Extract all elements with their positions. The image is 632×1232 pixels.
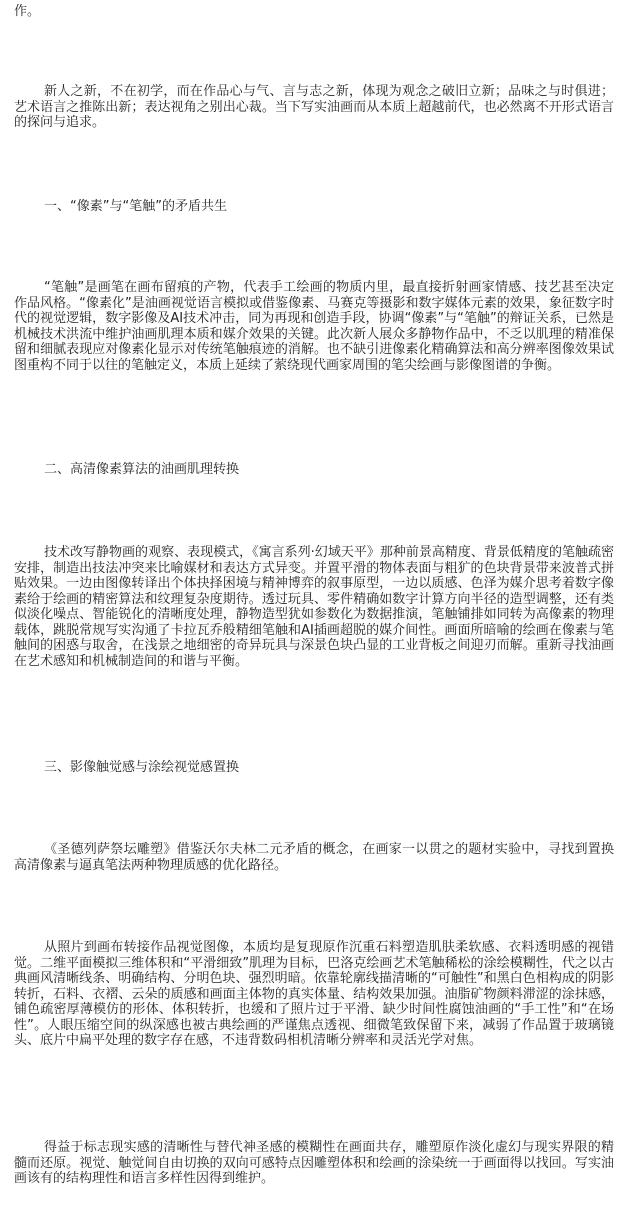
section-3-paragraph-1: 《圣德列萨祭坛雕塑》借鉴沃尔夫林二元矛盾的概念，在画家一以贯之的题材实验中，寻找到置换高清像素与逼真笔法两种物理质感的优化路径。 bbox=[14, 842, 614, 873]
section-3-paragraph-3: 得益于标志现实感的清晰性与替代神圣感的模糊性在画面共存，雕塑原作淡化虚幻与现实界限的精髓而还原。视觉、触觉间自由切换的双向可感特点因雕塑体积和绘画的涂染统一于画面得以找回。写实油画该有的结构理性和语言多样性因得到维护。 bbox=[14, 1140, 614, 1186]
section-2-heading: 二、高清像素算法的油画肌理转换 bbox=[44, 462, 240, 477]
section-1-paragraph-1: “笔触”是画笔在画布留痕的产物，代表手工绘画的物质内里，最直接折射画家情感、技艺甚至决定作品风格。“像素化”是油画视觉语言模拟或借鉴像素、马赛克等摄影和数字媒体元素的效果，象征数字时代的视觉逻辑，数字影像及AI技术冲击，同为再现和创造手段，协调“像素”与“笔触”的辩证关系，已然是机械技术洪流中维护油画肌理本质和媒介效果的关键。此次新人展众多静物作品中，不乏以肌理的精准保留和细腻表现应对像素化显示对传统笔触痕迹的消解。也不缺引进像素化精确算法和高分辨率图像效果试图重构不同于以往的笔触定义，本质上延续了萦绕现代画家周围的笔尖绘画与影像图谱的争衡。 bbox=[14, 280, 614, 373]
section-3-heading: 三、影像触觉感与涂绘视觉感置换 bbox=[44, 760, 240, 775]
previous-paragraph-tail: 作。 bbox=[14, 4, 41, 19]
section-3-paragraph-2: 从照片到画布转接作品视觉图像，本质均是复现原作沉重石料塑造肌肤柔软感、衣料透明感的视错觉。二维平面模拟三维体积和“平滑细致”肌理为目标，巴洛克绘画艺术笔触稀松的涂绘模糊性，代之以古典画风清晰线条、明确结构、分明色块、强烈明暗。依靠轮廓线描清晰的“可触性”和黑白色相构成的阴影转折，石料、衣褶、云朵的质感和画面主体物的真实体量、结构效果加强。油脂矿物颜料滞涩的涂抹感，铺色疏密厚薄模仿的形体、体积转折，也缓和了照片过于平滑、缺少时间性腐蚀油画的“手工性”和“在场性”。人眼压缩空间的纵深感也被古典绘画的严谨焦点透视、细微笔致保留下来，减弱了作品置于玻璃镜头、底片中扁平处理的数字存在感，不违背数码相机清晰分辨率和灵活光学对焦。 bbox=[14, 940, 614, 1048]
intro-paragraph: 新人之新，不在初学，而在作品心与气、言与志之新，体现为观念之破旧立新；品味之与时俱进；艺术语言之推陈出新；表达视角之别出心裁。当下写实油画而从本质上超越前代，也必然离不开形式语言的探问与追求。 bbox=[14, 84, 614, 130]
section-2-paragraph-1: 技术改写静物画的观察、表现模式，《寓言系列·幻域天平》那种前景高精度、背景低精度的笔触疏密安排，制造出技法冲突来比喻媒材和表达方式异变。并置平滑的物体表面与粗犷的色块背景带来波普式拼贴效果。一边由图像转译出个体抉择困境与精神博弈的叙事原型，一边以质感、色泽为媒介思考着数字像素给于绘画的精密算法和纹理复杂度期待。透过玩具、零件精确如数字计算方向半径的造型调整，还有类似淡化噪点、智能锐化的清晰度处理，静物造型犹如参数化为数据推演，笔触铺排如同转为高像素的物理载体，跳脱常规写实沟通了卡拉瓦乔般精细笔触和AI插画超脱的媒介间性。画面所暗喻的绘画在像素与笔触间的困惑与取舍，在浅景之地细密的奇异玩具与深景色块凸显的工业背板之间迎刃而解。重新寻找油画在艺术感知和机械制造间的和谐与平衡。 bbox=[14, 545, 614, 669]
section-1-heading: 一、“像素”与“笔触”的矛盾共生 bbox=[44, 199, 227, 214]
